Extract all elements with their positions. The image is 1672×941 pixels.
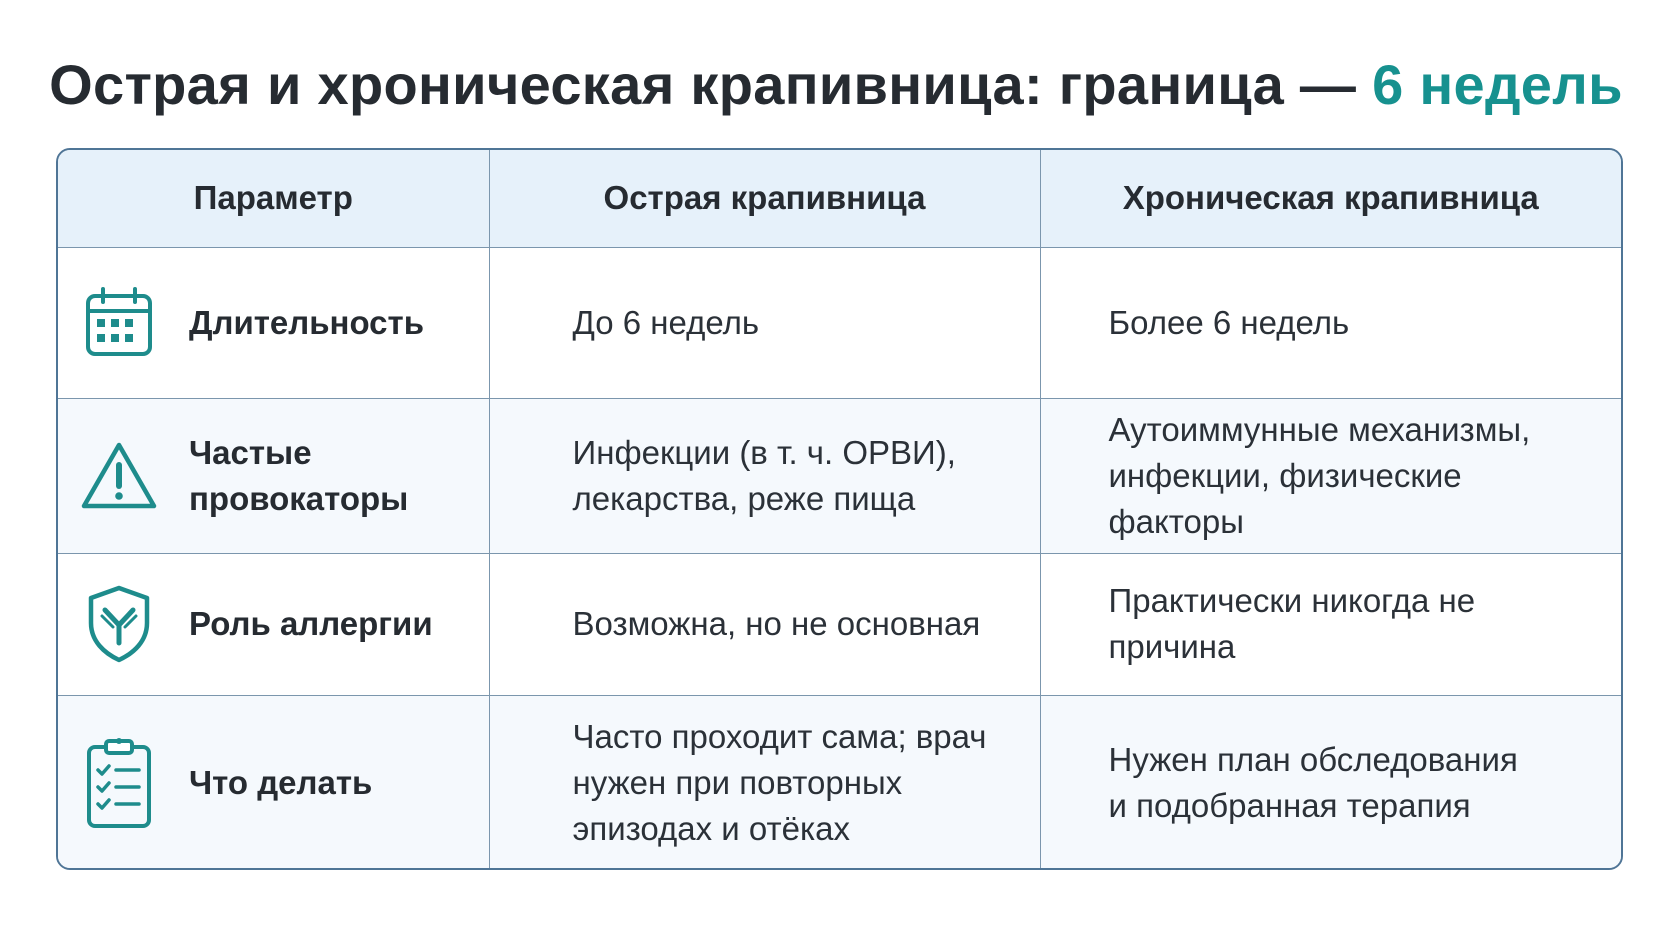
header-row	[58, 150, 1621, 247]
table-row-what-to-do	[58, 695, 1621, 870]
table-row-allergy	[58, 553, 1621, 695]
table-row-duration	[58, 247, 1621, 398]
param-cell	[58, 553, 489, 695]
header-parameter: Параметр	[58, 150, 489, 247]
acute-line: До 6 недель	[572, 303, 760, 341]
param-label: Длительность	[189, 303, 424, 341]
acute-line: лекарства, реже пища	[572, 479, 916, 517]
param-cell	[58, 398, 489, 553]
acute-line: нужен при повторных	[572, 763, 903, 801]
chronic-line: Аутоиммунные механизмы,	[1108, 410, 1531, 448]
comparison-table	[56, 148, 1623, 870]
chronic-cell	[1040, 553, 1621, 695]
acute-cell	[489, 398, 1040, 553]
chronic-cell	[1040, 247, 1621, 398]
param-cell	[58, 247, 489, 398]
acute-line: Часто проходит сама; врач	[572, 717, 987, 755]
chronic-line: Практически никогда не причина	[1108, 582, 1476, 665]
acute-line: Возможна, но не основная	[572, 605, 981, 642]
acute-cell	[489, 695, 1040, 870]
acute-line: эпизодах и отёках	[572, 809, 851, 847]
chronic-line: инфекции, физические факторы	[1108, 456, 1462, 540]
header-chronic: Хроническая крапивница	[1040, 150, 1621, 247]
page-title	[0, 52, 1672, 117]
chronic-line: и подобранная терапия	[1108, 786, 1471, 824]
calendar-icon	[79, 283, 159, 363]
param-cell	[58, 695, 489, 870]
acute-cell	[489, 553, 1040, 695]
antibody-shield-icon	[79, 584, 159, 664]
table-row-triggers	[58, 398, 1621, 553]
header-acute: Острая крапивница	[489, 150, 1040, 247]
param-label-line: провокаторы	[189, 479, 409, 517]
param-label: Что делать	[189, 763, 373, 801]
title-main: Острая и хроническая крапивница: граница —	[49, 53, 1373, 116]
chronic-line: Нужен план обследования	[1108, 740, 1518, 778]
chronic-cell	[1040, 398, 1621, 553]
acute-line: Инфекции (в т. ч. ОРВИ),	[572, 433, 956, 471]
acute-cell	[489, 247, 1040, 398]
title-accent: 6 недель	[1372, 53, 1623, 116]
chronic-cell	[1040, 695, 1621, 870]
chronic-line: Более 6 недель	[1108, 303, 1350, 341]
param-label-line: Частые	[189, 433, 312, 471]
param-label	[189, 430, 408, 522]
clipboard-checklist-icon	[79, 743, 159, 823]
param-label: Роль аллергии	[189, 605, 433, 642]
warning-icon	[79, 436, 159, 516]
